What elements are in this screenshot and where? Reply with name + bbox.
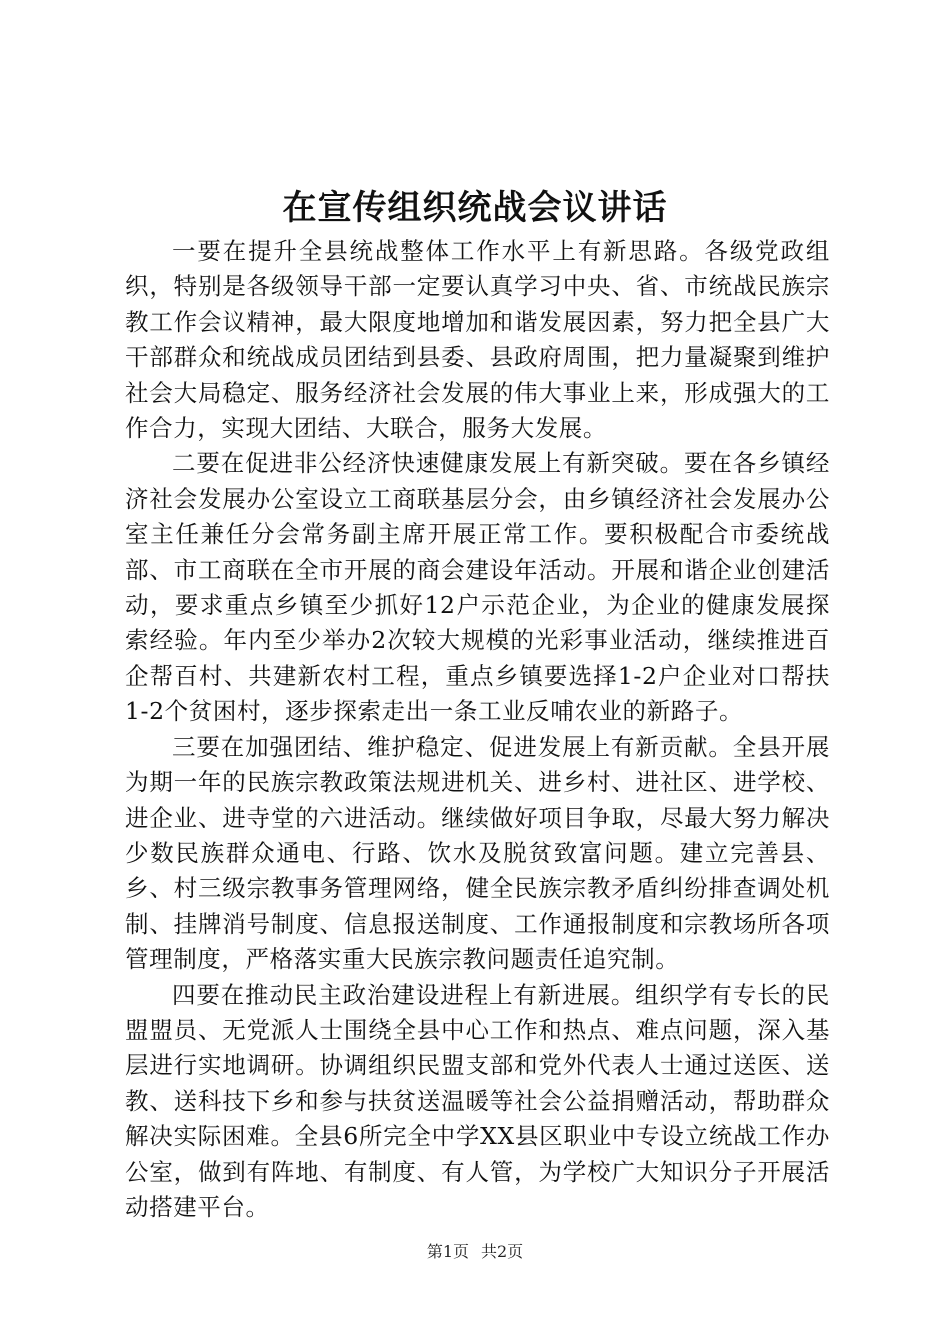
document-title: 在宣传组织统战会议讲话 — [282, 188, 668, 228]
page-footer — [0, 1242, 950, 1262]
document-body — [125, 234, 830, 1225]
paragraph-3: 三要在加强团结、维护稳定、促进发展上有新贡献。全县开展为期一年的民族宗教政策法规进机关、进乡村、进社区、进学校、进企业、进寺堂的六进活动。继续做好项目争取，尽最大努力解决少数民族群众通电、行路、饮水及脱贫致富问题。建立完善县、乡、村三级宗教事务管理网络，健全民族宗教矛盾纠纷排查调处机制、挂牌消号制度、信息报送制度、工作通报制度和宗教场所各项管理制度，严格落实重大民族宗教问题责任追究制。 — [125, 732, 830, 974]
paragraph-1: 一要在提升全县统战整体工作水平上有新思路。各级党政组织，特别是各级领导干部一定要认真学习中央、省、市统战民族宗教工作会议精神，最大限度地增加和谐发展因素，努力把全县广大干部群众和统战成员团结到县委、县政府周围，把力量凝聚到维护社会大局稳定、服务经济社会发展的伟大事业上来，形成强大的工作合力，实现大团结、大联合，服务大发展。 — [125, 237, 830, 443]
paragraph-2: 二要在促进非公经济快速健康发展上有新突破。要在各乡镇经济社会发展办公室设立工商联基层分会，由乡镇经济社会发展办公室主任兼任分会常务副主席开展正常工作。要积极配合市委统战部、市工商联在全市开展的商会建设年活动。开展和谐企业创建活动，要求重点乡镇至少抓好12户示范企业，为企业的健康发展探索经验。年内至少举办2次较大规模的光彩事业活动，继续推进百企帮百村、共建新农村工程，重点乡镇要选择1-2户企业对口帮扶1-2个贫困村，逐步探索走出一条工业反哺农业的新路子。 — [125, 449, 830, 726]
page-total: 共2页 — [481, 1242, 524, 1261]
paragraph-4: 四要在推动民主政治建设进程上有新进展。组织学有专长的民盟盟员、无党派人士围绕全县中心工作和热点、难点问题，深入基层进行实地调研。协调组织民盟支部和党外代表人士通过送医、送教、送科技下乡和参与扶贫送温暖等社会公益捐赠活动，帮助群众解决实际困难。全县6所完全中学XX县区职业中专设立统战工作办公室，做到有阵地、有制度、有人管，为学校广大知识分子开展活动搭建平台。 — [125, 980, 830, 1221]
page-number: 第1页 — [426, 1242, 469, 1261]
